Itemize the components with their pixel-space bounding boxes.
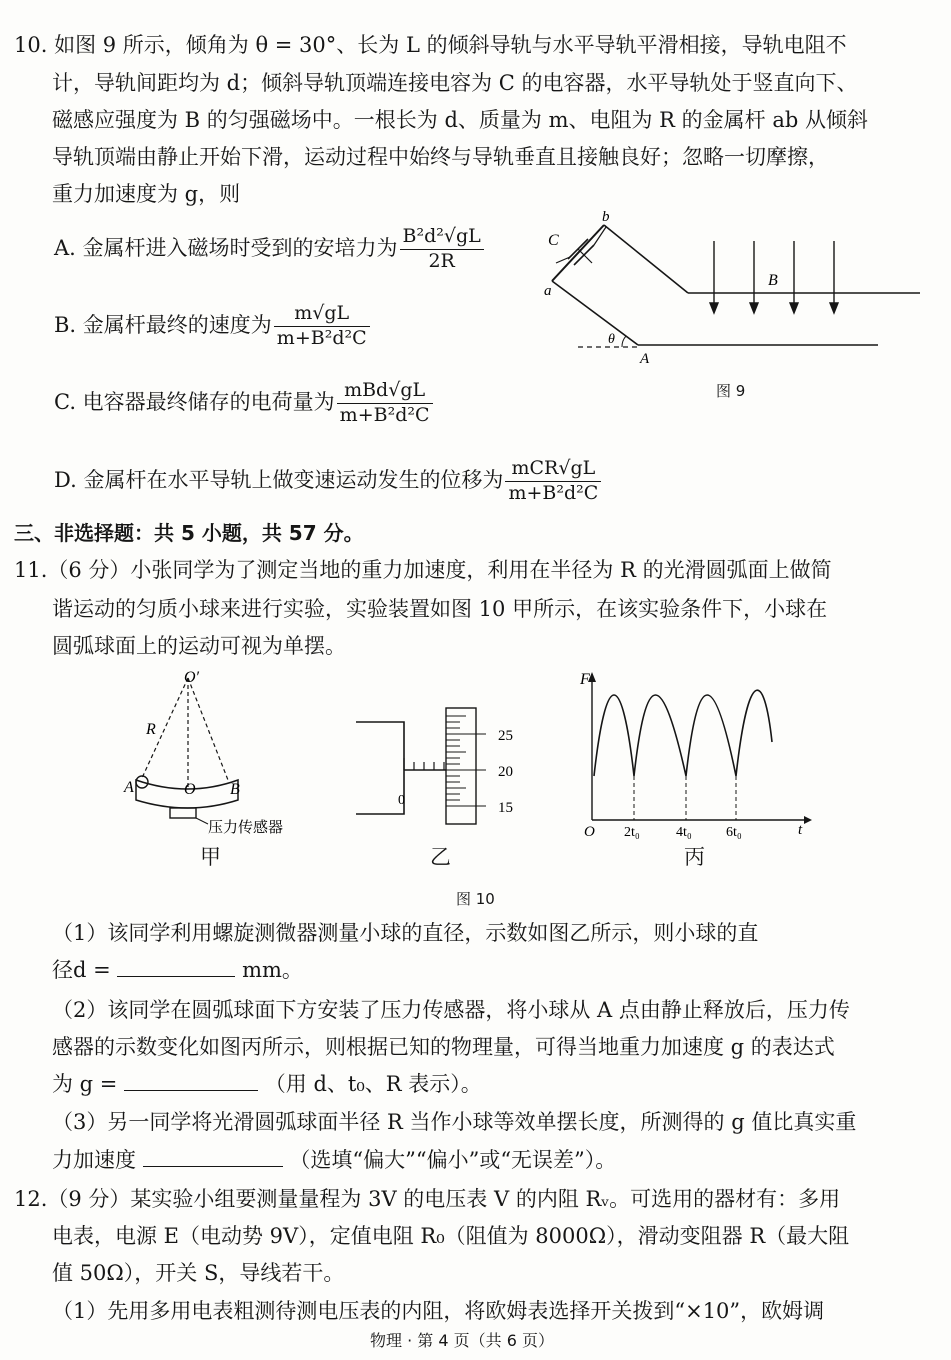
q10-option-b	[54, 303, 370, 350]
jia-label-O-prime: O′	[184, 669, 200, 686]
q12-line-4: （1）先用多用电表粗测待测电压表的内阻，将欧姆表选择开关拨到“×10”，欧姆调	[52, 1299, 825, 1323]
sub1-unit: mm。	[242, 958, 303, 982]
yi-tick-20: 20	[498, 764, 513, 780]
jia-label-sensor: 压力传感器	[208, 820, 284, 836]
yi-sleeve-ticks	[404, 758, 444, 770]
sub2-suffix: （用 d、t₀、R 表示）。	[264, 1072, 482, 1096]
bing-caption: 丙	[684, 845, 705, 869]
option-d-text: D. 金属杆在水平导轨上做变速运动发生的位移为	[54, 467, 504, 492]
figure-10-yi-micrometer	[356, 700, 536, 830]
q11-line-1: 11.（6 分）小张同学为了测定当地的重力加速度，利用在半径为 R 的光滑圆弧面上做简	[14, 558, 832, 582]
section-3-heading: 三、非选择题：共 5 小题，共 57 分。	[14, 521, 364, 545]
error-choice-answer-blank[interactable]	[143, 1142, 283, 1167]
yi-tick-25: 25	[498, 728, 513, 744]
option-c-fraction	[337, 380, 433, 427]
yi-frame	[356, 722, 404, 814]
sub1-prefix: 径d =	[52, 958, 111, 982]
q10-line-3: 磁感应强度为 B 的匀强磁场中。一根长为 d、质量为 m、电阻为 R 的金属杆 ab 从倾斜	[52, 108, 868, 132]
bing-tick-4t0: 4t₀	[676, 825, 692, 840]
option-a-fraction	[400, 226, 484, 273]
option-b-fraction	[274, 303, 370, 350]
theta-arc	[622, 336, 626, 347]
q10-option-c	[54, 380, 433, 427]
label-b: b	[602, 209, 610, 225]
q12-line-2: 电表，电源 E（电动势 9V），定值电阻 R₀（阻值为 8000Ω），滑动变阻器 R（最大阻	[52, 1224, 850, 1248]
q12-line-3: 值 50Ω），开关 S，导线若干。	[52, 1261, 345, 1285]
jia-radius-right	[188, 678, 228, 780]
bing-label-t: t	[798, 822, 803, 838]
yi-zero: 0	[398, 793, 405, 808]
bing-label-O: O	[584, 824, 595, 840]
bing-label-F: F	[580, 671, 590, 688]
option-a-numerator: B²d²√gL	[400, 226, 484, 250]
figure-10-caption: 图 10	[456, 890, 495, 908]
q10-option-a	[54, 226, 484, 273]
q10-line-1: 10. 如图 9 所示，倾角为 θ = 30°、长为 L 的倾斜导轨与水平导轨平滑相接，导轨电阻不	[14, 33, 847, 57]
inclined-rail-lower	[552, 281, 638, 345]
metal-rod-ab	[552, 225, 604, 281]
q10-line-2: 计，导轨间距均为 d；倾斜导轨顶端连接电容为 C 的电容器，水平导轨处于竖直向下、	[52, 71, 858, 95]
option-a-denominator: 2R	[428, 249, 455, 272]
yi-caption: 乙	[430, 845, 451, 869]
jia-sensor-pointer	[196, 818, 208, 824]
page-footer: 物理 · 第 4 页（共 6 页）	[370, 1331, 554, 1350]
jia-label-B: B	[230, 781, 240, 798]
q11-sub1-line-1: （1）该同学利用螺旋测微器测量小球的直径，示数如图乙所示，则小球的直	[52, 921, 759, 945]
q11-sub3-line-2	[52, 1141, 616, 1179]
q11-sub2-line-2: 感器的示数变化如图丙所示，则根据已知的物理量，可得当地重力加速度 g 的表达式	[52, 1035, 835, 1059]
option-c-text: C. 电容器最终储存的电荷量为	[54, 389, 335, 414]
capacitor-wire-a	[556, 257, 570, 263]
label-B-field: B	[768, 272, 778, 289]
q11-sub2-line-1: （2）该同学在圆弧球面下方安装了压力传感器，将小球从 A 点由静止释放后，压力传	[52, 998, 850, 1022]
label-theta: θ	[608, 332, 615, 347]
option-d-fraction	[505, 458, 601, 505]
bing-t-arrow	[804, 816, 812, 824]
yi-thimble	[446, 708, 476, 824]
bing-tick-6t0: 6t₀	[726, 825, 742, 840]
sub3-suffix: （选填“偏大”“偏小”或“无误差”）。	[289, 1148, 617, 1172]
jia-label-A: A	[124, 779, 134, 796]
option-d-numerator: mCR√gL	[505, 458, 601, 482]
g-expression-answer-blank[interactable]	[124, 1066, 258, 1091]
jia-label-O: O	[184, 781, 196, 798]
sub2-prefix: 为 g =	[52, 1072, 118, 1096]
diameter-answer-blank[interactable]	[117, 952, 235, 977]
yi-thimble-ticks	[446, 716, 486, 806]
figure-9-caption: 图 9	[716, 382, 746, 400]
q11-sub1-line-2	[52, 951, 303, 989]
q11-line-2: 谐运动的匀质小球来进行实验，实验装置如图 10 甲所示，在该实验条件下，小球在	[52, 597, 828, 621]
bing-tick-2t0: 2t₀	[624, 825, 640, 840]
bing-dashed-markers	[634, 776, 736, 820]
option-c-numerator: mBd√gL	[337, 380, 433, 404]
capacitor-lead-2	[586, 257, 592, 263]
sub3-prefix: 力加速度	[52, 1148, 136, 1172]
q11-line-3: 圆弧球面上的运动可视为单摆。	[52, 634, 346, 658]
option-b-text: B. 金属杆最终的速度为	[54, 312, 272, 337]
jia-label-R: R	[146, 721, 156, 738]
q11-sub2-line-3	[52, 1065, 482, 1103]
label-a: a	[544, 283, 552, 299]
label-A: A	[640, 351, 650, 367]
jia-caption: 甲	[200, 845, 221, 869]
option-d-denominator: m+B²d²C	[508, 481, 599, 504]
option-a-text: A. 金属杆进入磁场时受到的安培力为	[54, 235, 398, 260]
option-c-denominator: m+B²d²C	[339, 403, 430, 426]
yi-tick-15: 15	[498, 800, 513, 816]
option-b-denominator: m+B²d²C	[276, 326, 367, 349]
q12-line-1: 12.（9 分）某实验小组要测量量程为 3V 的电压表 V 的内阻 Rᵥ。可选用的器材有：多用	[14, 1187, 841, 1211]
jia-pressure-sensor	[170, 808, 196, 818]
label-C: C	[548, 232, 559, 249]
bing-force-curve	[594, 690, 772, 776]
inclined-rail-upper	[604, 225, 688, 293]
figure-10-bing-graph	[576, 668, 812, 840]
q11-sub3-line-1: （3）另一同学将光滑圆弧球面半径 R 当作小球等效单摆长度，所测得的 g 值比真实重	[52, 1110, 857, 1134]
q10-option-d	[54, 458, 601, 505]
q10-line-5: 重力加速度为 g，则	[52, 182, 241, 206]
option-b-numerator: m√gL	[274, 303, 370, 327]
q10-line-4: 导轨顶端由静止开始下滑，运动过程中始终与导轨垂直且接触良好；忽略一切摩擦，	[52, 145, 829, 169]
